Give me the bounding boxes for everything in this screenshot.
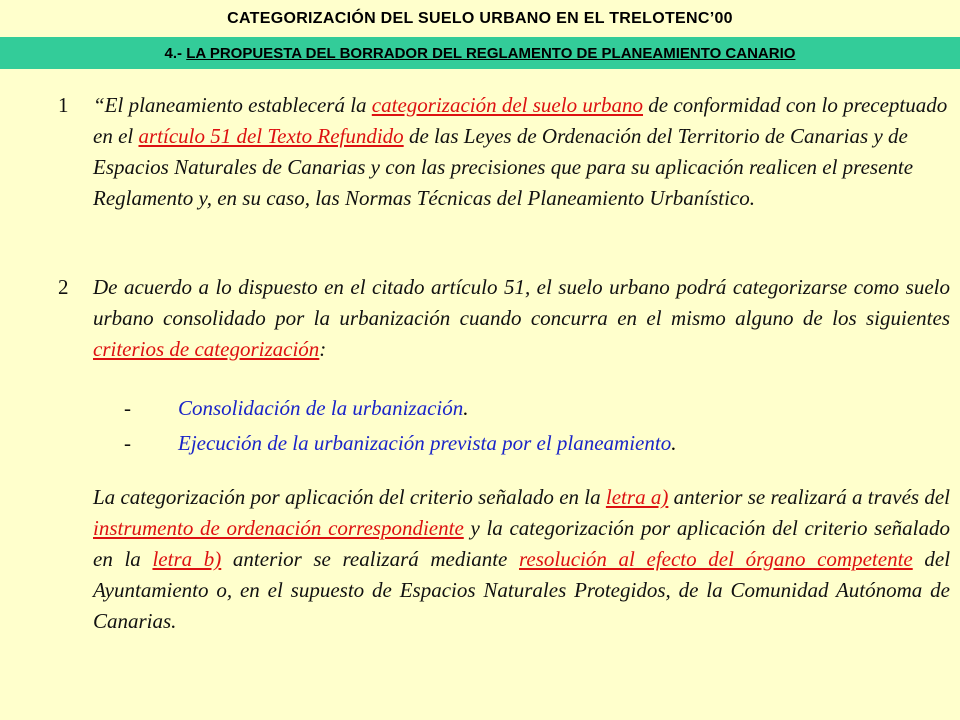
bullet-1-end: . [463,396,469,420]
item-2-text-b: : [319,337,327,361]
closing-text-b: anterior se realizará a través del [668,485,951,509]
section-number: 4.- [164,44,187,62]
closing-text-d: anterior se realizará mediante [221,547,520,571]
bullet-dash-1: - [124,396,131,420]
section-subtitle-bar [0,37,960,69]
slide-title: CATEGORIZACIÓN DEL SUELO URBANO EN EL TRELOTENC’00 [227,9,733,27]
closing-text-c: y la categorización por aplicación del criterio señalado en la [93,516,950,571]
slide-body [0,69,960,720]
item-1-text-a: “El planeamiento establecerá la [93,93,372,117]
item-number-2: 2 [58,275,69,299]
closing-highlight-a: letra a) [605,485,669,509]
item-number-1: 1 [58,93,69,117]
section-subtitle-text: LA PROPUESTA DEL BORRADOR DEL REGLAMENTO DE PLANEAMIENTO CANARIO [186,44,796,62]
bullet-item-2 [178,428,676,459]
item-1-text-b: de conformidad con lo preceptuado en el [93,93,948,148]
item-2-text-a: De acuerdo a lo dispuesto en el citado artículo 51, el suelo urbano podrá categorizarse como suelo urbano consolidado por la urbanización cuando concurra en el mismo alguno de los siguientes [93,275,950,330]
item-2-paragraph [93,272,950,365]
closing-text-a: La categorización por aplicación del criterio señalado en la [93,485,606,509]
bullet-2-end: . [671,431,677,455]
item-1-highlight-a: categorización del suelo urbano [371,93,644,117]
closing-text-e: del Ayuntamiento o, en el supuesto de Espacios Naturales Protegidos, de la Comunidad Autónoma de Canarias. [93,547,951,633]
bullet-1-text: Consolidación de la urbanización [178,396,464,420]
item-1-text-c: de las Leyes de Ordenación del Territorio de Canarias y de Espacios Naturales de Canarias y con las precisiones que para su aplicación realicen el presente Reglamento y, en su caso, las Normas Técnicas del Planeamiento Urbanístico. [93,124,914,210]
closing-highlight-d: resolución al efecto del órgano competente [519,547,913,571]
closing-paragraph [93,482,950,637]
closing-highlight-c: letra b) [152,547,222,571]
item-2-highlight-a: criterios de categorización [93,337,320,361]
slide-title-bar [0,0,960,37]
closing-highlight-b: instrumento de ordenación correspondiente [93,516,464,540]
bullet-2-text: Ejecución de la urbanización prevista por el planeamiento [178,431,672,455]
bullet-dash-2: - [124,431,131,455]
item-1-paragraph [93,90,950,214]
section-subtitle [165,45,796,62]
item-1-highlight-b: artículo 51 del Texto Refundido [138,124,404,148]
bullet-item-1 [178,393,469,424]
